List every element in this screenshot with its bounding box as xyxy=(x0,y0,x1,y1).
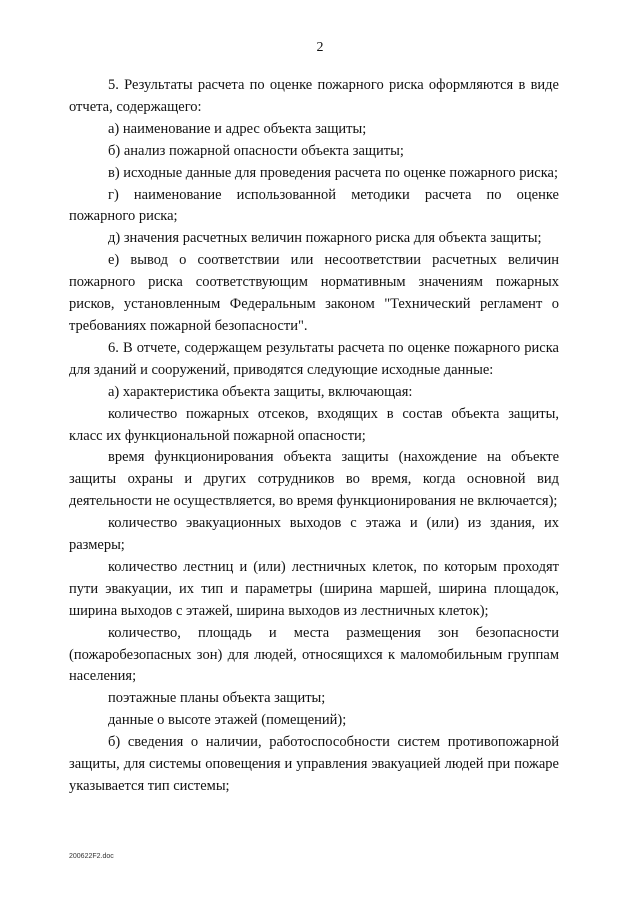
list-item-5e: е) вывод о соответствии или несоответствии расчетных величин пожарного риска соответствующим нормативным значениям пожарных рисков, установленным Федеральным законом "Технический регламент о требованиях пожарной безопасности". xyxy=(69,252,559,334)
list-item-6b: б) сведения о наличии, работоспособности систем противопожарной защиты, для системы оповещения и управления эвакуацией людей при пожаре указывается тип системы; xyxy=(69,734,559,794)
page-number: 2 xyxy=(316,40,324,55)
sub-item-evacuation-exits: количество эвакуационных выходов с этажа и (или) из здания, их размеры; xyxy=(69,515,559,554)
paragraph-5: 5. Результаты расчета по оценке пожарного риска оформляются в виде отчета, содержащего: xyxy=(69,77,559,115)
list-item-5a: а) наименование и адрес объекта защиты; xyxy=(108,120,367,137)
document-body xyxy=(69,75,559,798)
list-item-5b: б) анализ пожарной опасности объекта защиты; xyxy=(108,142,404,159)
list-item-5g: г) наименование использованной методики расчета по оценке пожарного риска; xyxy=(69,186,559,225)
sub-item-safety-zones: количество, площадь и места размещения зон безопасности (пожаробезопасных зон) для людей, относящихся к маломобильным группам населения; xyxy=(69,624,559,685)
list-item-5v: в) исходные данные для проведения расчета по оценке пожарного риска; xyxy=(108,164,558,181)
sub-item-floor-heights: данные о высоте этажей (помещений); xyxy=(108,712,347,729)
sub-item-floor-plans: поэтажные планы объекта защиты; xyxy=(108,690,326,707)
sub-item-operating-time: время функционирования объекта защиты (нахождение на объекте защиты охраны и других сотрудников во время, когда основной вид деятельности не осуществляется, во время функционирования не включается); xyxy=(69,449,559,510)
footer-filename: 200622F2.doc xyxy=(69,853,114,860)
paragraph-6: 6. В отчете, содержащем результаты расчета по оценке пожарного риска для зданий и сооружений, приводятся следующие исходные данные: xyxy=(69,339,559,378)
list-item-5d: д) значения расчетных величин пожарного риска для объекта защиты; xyxy=(108,230,542,247)
list-item-6a: а) характеристика объекта защиты, включающая: xyxy=(108,383,413,400)
sub-item-stairs: количество лестниц и (или) лестничных клеток, по которым проходят пути эвакуации, их тип и параметры (ширина маршей, ширина площадок, ширина выходов с этажей, ширина выходов из лестничных клеток); xyxy=(69,558,559,619)
sub-item-fire-compartments: количество пожарных отсеков, входящих в состав объекта защиты, класс их функциональной пожарной опасности; xyxy=(69,405,559,444)
